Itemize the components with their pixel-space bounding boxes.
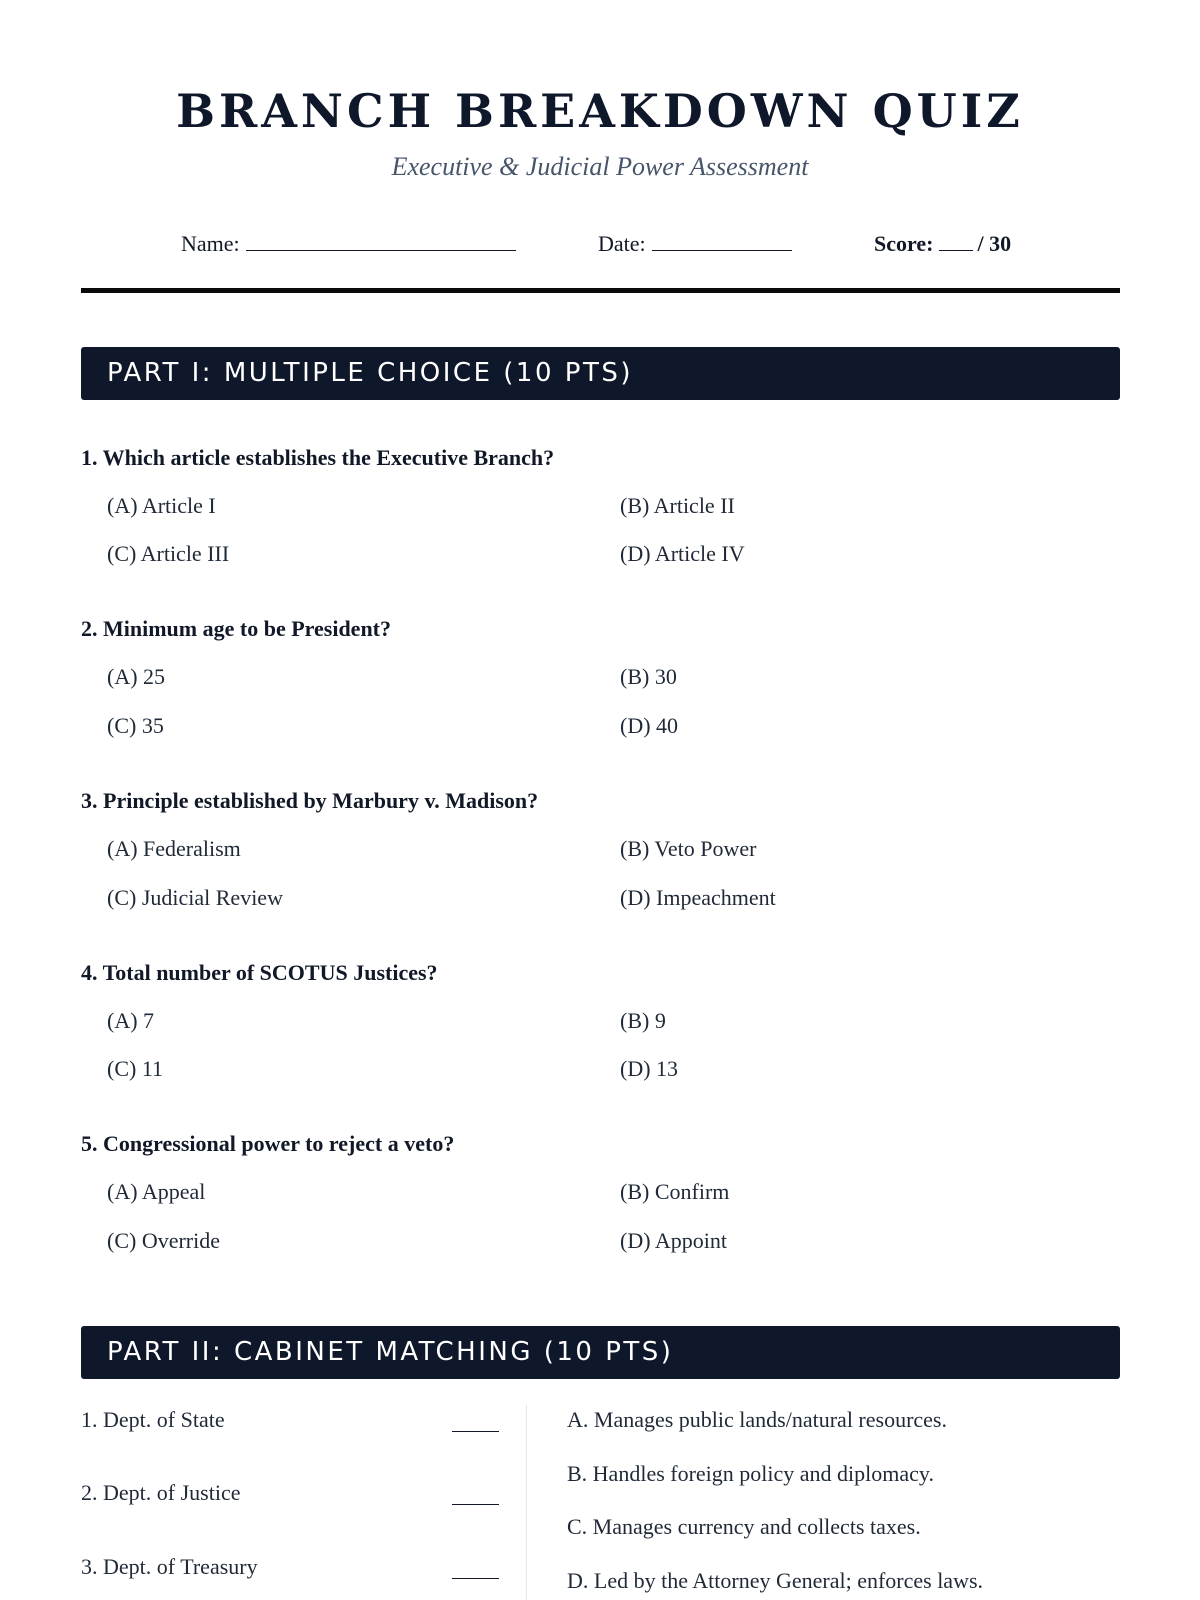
- description-a: A. Manages public lands/natural resources.: [567, 1407, 947, 1432]
- description-c: C. Manages currency and collects taxes.: [567, 1514, 921, 1539]
- q1-option-a[interactable]: (A) Article I: [107, 493, 216, 518]
- description-b: B. Handles foreign policy and diplomacy.: [567, 1461, 934, 1486]
- q2-option-b[interactable]: (B) 30: [620, 664, 677, 689]
- q1-option-b[interactable]: (B) Article II: [620, 493, 735, 518]
- date-blank[interactable]: [652, 228, 792, 251]
- q4-option-b[interactable]: (B) 9: [620, 1008, 666, 1033]
- question-2: 2. Minimum age to be President?: [81, 616, 392, 641]
- part2-heading: PART II: CABINET MATCHING (10 PTS): [81, 1326, 1120, 1379]
- q1-option-c[interactable]: (C) Article III: [107, 541, 230, 566]
- q1-option-d[interactable]: (D) Article IV: [620, 541, 745, 566]
- matching-divider: [526, 1405, 527, 1600]
- name-field[interactable]: [181, 228, 516, 259]
- date-field[interactable]: [598, 228, 792, 259]
- part1-heading: PART I: MULTIPLE CHOICE (10 PTS): [81, 347, 1120, 400]
- q2-option-d[interactable]: (D) 40: [620, 713, 679, 738]
- question-4: 4. Total number of SCOTUS Justices?: [81, 960, 438, 985]
- quiz-subtitle: Executive & Judicial Power Assessment: [391, 152, 809, 181]
- date-label: Date:: [598, 231, 646, 256]
- q2-option-a[interactable]: (A) 25: [107, 664, 166, 689]
- score-field: [874, 228, 1011, 259]
- q4-option-c[interactable]: (C) 11: [107, 1056, 164, 1081]
- q3-option-c[interactable]: (C) Judicial Review: [107, 885, 283, 910]
- q3-option-b[interactable]: (B) Veto Power: [620, 836, 757, 861]
- score-blank[interactable]: [939, 228, 973, 251]
- q3-option-a[interactable]: (A) Federalism: [107, 836, 241, 861]
- description-d: D. Led by the Attorney General; enforces laws.: [567, 1568, 984, 1593]
- q5-option-b[interactable]: (B) Confirm: [620, 1179, 730, 1204]
- department-3: 3. Dept. of Treasury: [81, 1554, 258, 1579]
- department-3-answer-blank[interactable]: [452, 1577, 499, 1579]
- q5-option-d[interactable]: (D) Appoint: [620, 1228, 727, 1253]
- department-2: 2. Dept. of Justice: [81, 1480, 241, 1505]
- score-total: / 30: [977, 231, 1012, 256]
- q5-option-a[interactable]: (A) Appeal: [107, 1179, 206, 1204]
- department-1: 1. Dept. of State: [81, 1407, 225, 1432]
- question-5: 5. Congressional power to reject a veto?: [81, 1131, 455, 1156]
- question-3: 3. Principle established by Marbury v. Madison?: [81, 788, 539, 813]
- quiz-title: BRANCH BREAKDOWN QUIZ: [176, 84, 1024, 138]
- q4-option-a[interactable]: (A) 7: [107, 1008, 155, 1033]
- q3-option-d[interactable]: (D) Impeachment: [620, 885, 776, 910]
- q2-option-c[interactable]: (C) 35: [107, 713, 164, 738]
- department-1-answer-blank[interactable]: [452, 1430, 499, 1432]
- q5-option-c[interactable]: (C) Override: [107, 1228, 221, 1253]
- department-2-answer-blank[interactable]: [452, 1503, 499, 1505]
- score-label: Score:: [874, 231, 934, 256]
- q4-option-d[interactable]: (D) 13: [620, 1056, 679, 1081]
- header-divider: [81, 288, 1120, 293]
- question-1: 1. Which article establishes the Executive Branch?: [81, 445, 555, 470]
- name-blank[interactable]: [246, 228, 516, 251]
- name-label: Name:: [181, 231, 240, 256]
